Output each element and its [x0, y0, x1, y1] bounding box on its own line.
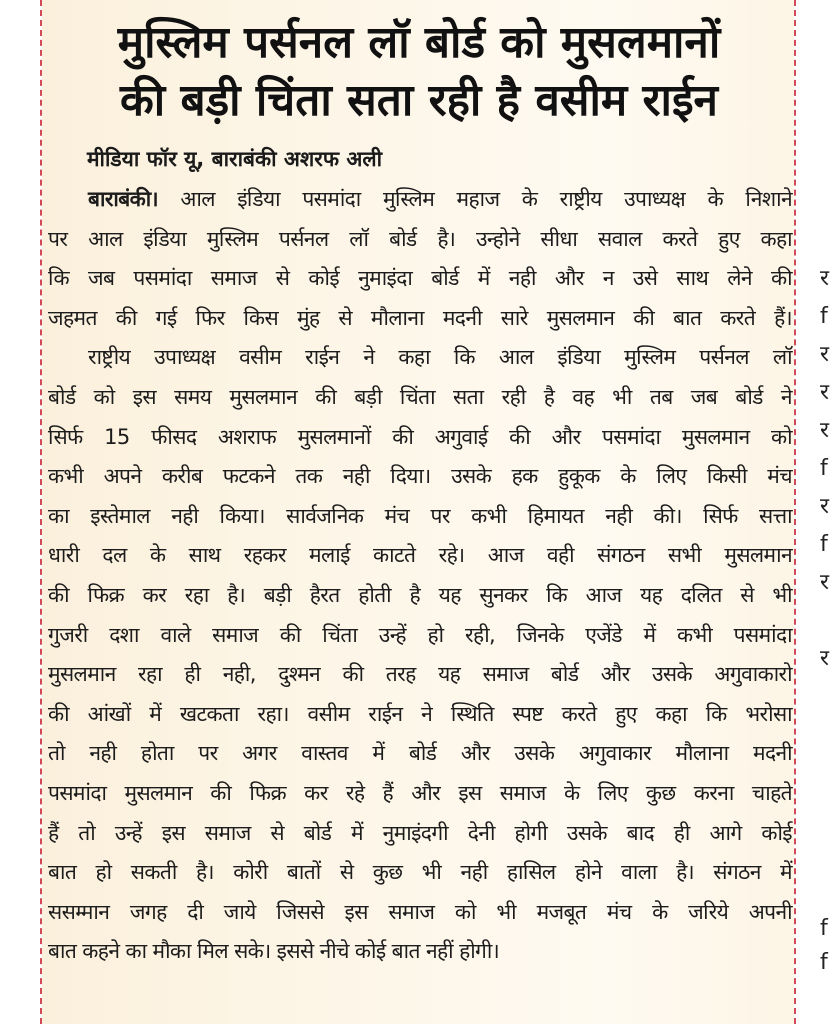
headline-line-2: की बड़ी चिंता सता रही है वसीम राईन [120, 75, 718, 126]
dateline: बाराबंकी। [88, 187, 158, 211]
adjacent-column-fragment-top [820, 260, 835, 678]
body-line: मुसलमान रहा ही नही, दुश्मन की तरह यह समाज बोर्ड और उसके अगुवाकारो [48, 662, 792, 687]
headline [46, 14, 792, 130]
fragment-glyph: f [820, 532, 828, 557]
body-line: जहमत की गई फिर किस मुंह से मौलाना मदनी सारे मुसलमान की बात करते हैं। [48, 305, 792, 330]
fragment-glyph: र [820, 342, 829, 367]
fragment-glyph [820, 602, 835, 640]
body-line [48, 180, 792, 220]
body-line: की फिक्र कर रहा है। बड़ी हैरत होती है यह सुनकर कि आज यह दलित से भी [48, 582, 792, 607]
body-line: कभी अपने करीब फटकने तक नही दिया। उसके हक हुकूक के लिए किसी मंच [48, 464, 792, 489]
body-line: गुजरी दशा वाले समाज की चिंता उन्हें हो रही, जिनके एजेंडे में कभी पसमांदा [48, 622, 792, 647]
body-line: ससम्मान जगह दी जाये जिससे इस समाज को भी मजबूत मंच के जरिये अपनी [48, 899, 792, 924]
body-line: हैं तो उन्हें इस समाज से बोर्ड में नुमाइंदगी देनी होगी उसके बाद ही आगे कोई [48, 820, 792, 845]
body-line: सिर्फ 15 फीसद अशराफ मुसलमानों की अगुवाई की और पसमांदा मुसलमान को [48, 424, 792, 449]
fragment-glyph: f [820, 304, 828, 329]
body-line: राष्ट्रीय उपाध्यक्ष वसीम राईन ने कहा कि आल इंडिया मुस्लिम पर्सनल लॉ [88, 345, 792, 370]
body-line-text: आल इंडिया पसमांदा मुस्लिम महाज के राष्ट्रीय उपाध्यक्ष के निशाने [180, 187, 793, 211]
body-line: पर आल इंडिया मुस्लिम पर्सनल लॉ बोर्ड है। उन्होने सीधा सवाल करते हुए कहा [48, 226, 792, 251]
fragment-glyph: र [820, 570, 829, 595]
body-line: तो नही होता पर अगर वास्तव में बोर्ड और उसके अगुवाकार मौलाना मदनी [48, 741, 792, 766]
body-line: बोर्ड को इस समय मुसलमान की बड़ी चिंता सता रही है वह भी तब जब बोर्ड ने [48, 384, 792, 409]
fragment-glyph: र [820, 266, 829, 291]
fragment-glyph: f [820, 950, 828, 975]
fragment-glyph: र [820, 646, 829, 671]
body-line: बात कहने का मौका मिल सके। इससे नीचे कोई बात नहीं होगी। [48, 939, 500, 964]
body-line: धारी दल के साथ रहकर मलाई काटते रहे। आज वही संगठन सभी मुसलमान [48, 543, 792, 568]
dashed-cut-border-left [40, 0, 42, 1024]
fragment-glyph: f [820, 916, 828, 941]
body-line: का इस्तेमाल नही किया। सार्वजनिक मंच पर कभी हिमायत नही की। सिर्फ सत्ता [48, 503, 792, 528]
body-line: की आंखों में खटकता रहा। वसीम राईन ने स्थिति स्पष्ट करते हुए कहा कि भरोसा [48, 701, 792, 726]
byline: मीडिया फॉर यू, बाराबंकी अशरफ अली [87, 147, 383, 171]
fragment-glyph: र [820, 494, 829, 519]
fragment-glyph: र [820, 380, 829, 405]
body-line: कि जब पसमांदा समाज से कोई नुमाइंदा बोर्ड में नही और न उसे साथ लेने की [48, 266, 792, 291]
adjacent-column-fragment-bottom [820, 912, 835, 980]
dashed-cut-border-right [794, 0, 796, 1024]
headline-line-1: मुस्लिम पर्सनल लॉ बोर्ड को मुसलमानों [117, 17, 721, 68]
body-line: बात हो सकती है। कोरी बातों से कुछ भी नही हासिल होने वाला है। संगठन में [48, 860, 792, 885]
fragment-glyph: र [820, 418, 829, 443]
fragment-glyph: f [820, 456, 828, 481]
article-body [48, 180, 792, 972]
body-line: पसमांदा मुसलमान की फिक्र कर रहे हैं और इस समाज के लिए कुछ करना चाहते [48, 780, 792, 805]
